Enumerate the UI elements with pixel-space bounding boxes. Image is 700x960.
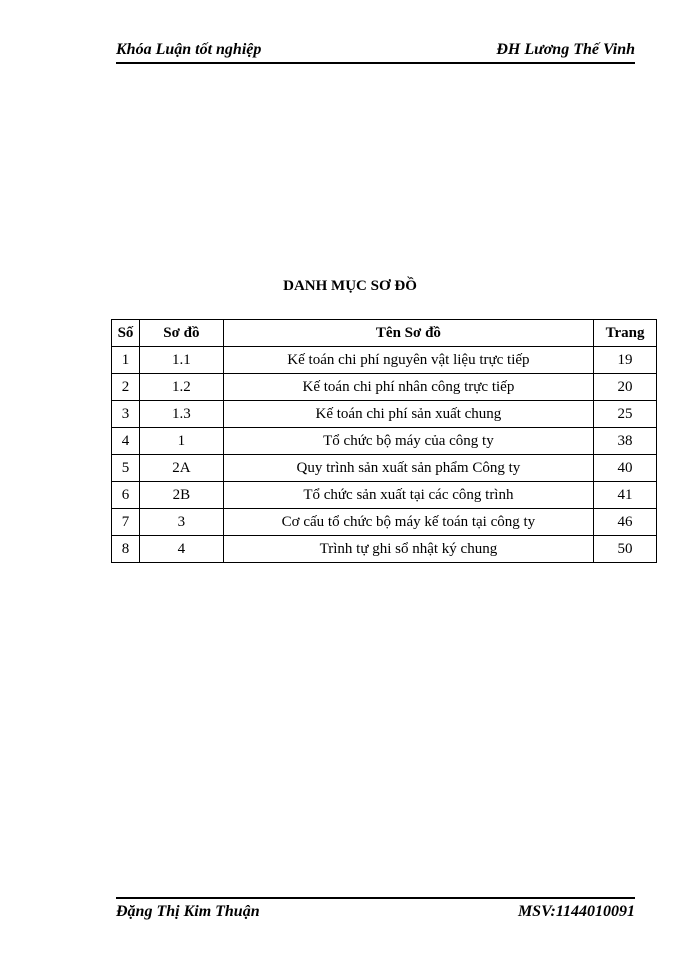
footer-author-label: Đặng Thị Kim Thuận — [116, 903, 260, 920]
cell-diagram-name: Tổ chức bộ máy của công ty — [223, 428, 593, 455]
cell-diagram-name: Quy trình sản xuất sản phẩm Công ty — [223, 455, 593, 482]
table-row — [112, 428, 657, 455]
cell-number: 2 — [112, 374, 140, 401]
cell-diagram: 1.2 — [139, 374, 223, 401]
cell-page: 19 — [594, 347, 657, 374]
header-thesis-label: Khóa Luận tốt nghiệp — [116, 41, 262, 58]
table-row — [112, 482, 657, 509]
column-header-diagram-name: Tên Sơ đồ — [223, 320, 593, 347]
header-university-label: ĐH Lương Thế Vinh — [496, 41, 635, 58]
table-row — [112, 536, 657, 563]
cell-page: 46 — [594, 509, 657, 536]
cell-diagram-name: Kế toán chi phí sản xuất chung — [223, 401, 593, 428]
cell-diagram: 2B — [139, 482, 223, 509]
cell-page: 20 — [594, 374, 657, 401]
diagram-list-table — [111, 319, 657, 563]
page-title: DANH MỤC SƠ ĐỒ — [283, 278, 417, 294]
cell-diagram: 3 — [139, 509, 223, 536]
cell-number: 6 — [112, 482, 140, 509]
cell-number: 4 — [112, 428, 140, 455]
table-row — [112, 509, 657, 536]
page-footer — [116, 897, 635, 923]
cell-page: 41 — [594, 482, 657, 509]
footer-student-id-label: MSV:1144010091 — [517, 903, 635, 920]
cell-diagram-name: Trình tự ghi sổ nhật ký chung — [223, 536, 593, 563]
cell-number: 7 — [112, 509, 140, 536]
cell-number: 1 — [112, 347, 140, 374]
page-header — [116, 40, 635, 64]
table-row — [112, 401, 657, 428]
cell-page: 40 — [594, 455, 657, 482]
table-row — [112, 347, 657, 374]
cell-page: 50 — [594, 536, 657, 563]
table-row — [112, 374, 657, 401]
cell-diagram-name: Cơ cấu tổ chức bộ máy kế toán tại công ty — [223, 509, 593, 536]
cell-number: 3 — [112, 401, 140, 428]
cell-diagram: 2A — [139, 455, 223, 482]
cell-diagram-name: Kế toán chi phí nhân công trực tiếp — [223, 374, 593, 401]
table-row — [112, 455, 657, 482]
column-header-diagram: Sơ đồ — [139, 320, 223, 347]
cell-number: 5 — [112, 455, 140, 482]
column-header-page: Trang — [594, 320, 657, 347]
column-header-number: Số — [112, 320, 140, 347]
cell-diagram: 1.1 — [139, 347, 223, 374]
cell-diagram: 1.3 — [139, 401, 223, 428]
table-header-row — [112, 320, 657, 347]
cell-diagram: 1 — [139, 428, 223, 455]
cell-diagram-name: Tổ chức sản xuất tại các công trình — [223, 482, 593, 509]
cell-page: 25 — [594, 401, 657, 428]
cell-page: 38 — [594, 428, 657, 455]
cell-number: 8 — [112, 536, 140, 563]
cell-diagram-name: Kế toán chi phí nguyên vật liệu trực tiếp — [223, 347, 593, 374]
cell-diagram: 4 — [139, 536, 223, 563]
